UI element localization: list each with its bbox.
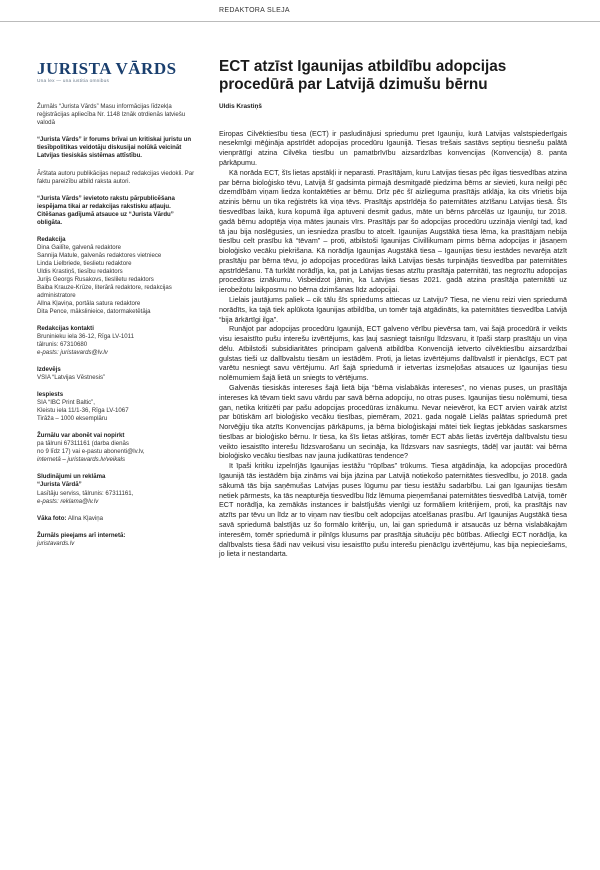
subscribe-block [37,432,197,464]
article-paragraph: Kā norāda ECT, šīs lietas apstākļi ir neparasti. Prasītājam, kuru Latvijas tiesas pēc ilgas tiesvedības atzina par bērna bioloģisko tēvu, Latvijā šī gadsimta pirmajā desmitgadē piedzima bērns ar sievieti, kura neilgi pēc dzemdībām viņam liedza kontaktēties ar bērnu. Drīz pēc šī aizlieguma prasītājs atklāja, ka cits vīrietis bija atzinis bērnu un tika reģistrēts kā viņa tēvs. Prasītājs apstrīdēja šo paternitātes atzīšanu Latvijas tiesā. Šīs tiesvedības laikā, kura kopumā ilga aptuveni desmit gadus, māte un bērns pārcēlās uz Igauniju, tur 2018. gadā bērnu adoptēja viņa mātes jaunais vīrs. Prasītājs par šo adopcijas procedūru uzzināja vienīgi tad, kad tā jau bija noslēgusies, un iesniedza prasību to atcelt. Igaunijas Augstākā tiesa lēma, ka prasītājam nebija tiesību celt prasību kā “tēvam” – proti, atbilstoši Igaunijas Civillikumam pirms bērna adopcijas ir jāsaņem bioloģisko vecāku piekrišana. Kā norādīja Igaunijas Augstākā tiesa – Igaunijas tiesu iestādes nevarēja atzīt prasītāju par bērna tēvu, jo adopcijas procedūras laikā Latvijas tiesās turpinājās tiesvedība par paternitātes apstrīdēšanu. Tā turklāt norādīja, ka, pat ja Latvijas tiesas atzītu prasītāja paternitāti, tas negrozītu adopcijas procedūras iznākumu. Visbeidzot jāmin, ka Latvijas tiesas 2021. gadā atzina prasītāja paternitāti uz ierobežotu laikposmu no bērna dzimšanas līdz adopcijai. [219,167,567,295]
staff-heading: Redakcija [37,235,66,243]
staff-member: Allna Kļaviņa, portāla satura redaktore [37,299,141,307]
journal-logo [37,60,197,85]
printer-block [37,391,197,423]
publisher-name: VSIA “Latvijas Vēstnesis” [37,374,106,382]
section-label: REDAKTORA SLEJA [219,7,290,14]
ads-heading: Sludinājumi un reklāma [37,473,106,481]
staff-member: Linda Lielbriede, tieslietu redaktore [37,259,132,267]
printer-name: SIA “IBC Print Baltic”, [37,399,95,407]
staff-member: Jurijs Georgs Rusakovs, tiesliletu redaktors [37,275,154,283]
registration-info: Žurnāls “Jurista Vārds” Masu informācijas līdzekļa reģistrācijas apliecība Nr. 1148 Iznāk otrdienās latviešu valodā [37,103,186,127]
contact-address: Bruninieku iela 36-12, Rīga LV-1011 [37,333,134,341]
contacts-heading: Redakcijas kontakti [37,325,94,333]
citation-note: “Jurista Vārds” ievietoto rakstu pārpublicēšana iespējama tikai ar redakcijas rakstisku atļauju. Citēšanas gadījumā atsauce uz “Jurista Vārdu” obligāta. [37,194,175,226]
publisher-block [37,366,197,382]
subscribe-link[interactable]: internetā – juristavards.lv/veikals [37,456,126,464]
printer-heading: Iespiests [37,391,64,399]
ads-title: “Jurista Vārdā” [37,481,82,489]
staff-member: Sannija Matule, galvenās redaktores vietniece [37,251,162,259]
logo-tagline: Una lex — una iustitia omnibus [37,79,110,84]
article-paragraph: Galvenās tiesiskās intereses šajā lietā bija “bērna vislabākās intereses”, no vienas puses, un prasītāja intereses kā tēvam tiekt savu vārdu par savā bērna adopciju, no otras puses. Igaunijas tiesu nolēmumi, tiesa gan, netika kritizēti par pašu adopcijas procedūras iznākumu. Nevar neievērot, ka ECT arvien vairāk atzīst par būtiskām arī bioloģisko vecāku tiesības, piemēram, 2021. gada nogalē Lielās palātas spriedumā pret Norvēģiju tika atzīts Konvencijas pārkāpums, ja bērna bioloģiskajai mātei tiek liegtas jebkādas saskarsmes tiesības ar bioloģisko bērnu. Ir tiesa, ka šīs lietas atšķiras, tomēr ECT abās lietās izvērtēja dalībvalstu tiesu veikto iesaistīto interešu līdzsvarošanu un secināja, ka līdzsvars nav sasniegts, tādēļ var jautāt: vai bērna bioloģisko vecāku tiesības nav jauna judikatūras tendence? [219,383,567,461]
online-block [37,532,197,548]
photo-credit-block [37,515,197,523]
article-author: Uldis Krastiņš [219,102,262,110]
print-run: Tirāža – 1000 eksemplāru [37,415,108,423]
publisher-heading: Izdevējs [37,366,61,374]
online-url[interactable]: juristavards.lv [37,539,75,547]
article-paragraph: Runājot par adopcijas procedūru Igaunijā, ECT galveno vērību pievērsa tam, vai šajā procedūrā ir veikts visu iesaistīto pušu interešu izvērtējums, kas ļauj sasniegt taisnīgu līdzsvaru, it īpaši starp prasītāju un viņa dēlu. Atbilstoši subsidiaritātes principam galvenā atbildība Konvencijā ietverto cilvēktiesību aizsardzībai gulstas tieši uz dalībvalstu tiesām un iestādēm. Proti, ja lietas izvērtējums dalībvalstī ir pienācīgs, ECT pat varētu nesniegt savu vērtējumu. Arī šajā spriedumā ir ietvertas izsmeļošas atsauces uz Igaunijas tiesu nolēmumiem šajā lietā un sniegts to vērtējums. [219,324,567,383]
article-paragraph: It īpaši kritiku izpelnījās Igaunijas iestāžu “rūpības” trūkums. Tiesa atgādināja, ka adopcijas procedūrā Igaunijā tās iestādēm bija zināms vai bija jāzina par Latvijā notiekošo paternitātes tiesvedību, jo 2018. gada sākumā tās bija saņēmušas Latvijas puses lūgumu par tiesu iestāžu sadarbību. Lai gan Igaunijas tiesām netiek pārmests, ka tās neapturēja tiesvedību līdz lēmuma pieņemšanai paternitātes tiesvedībā Latvijā, tomēr ECT norādīja, ka zemākās instances ir balstījušās vienīgi uz formāliem kritērijiem, proti, ka prasītājs nav atzīts par tēvu un līdz ar to viņam nav tiesību celt adopcijas atcelšanas prasību. Arī Igaunijas Augstākā tiesa savā spriedumā balstījās uz šo formālo kritēriju, un, lai gan spriedumā ir atsaucās uz bērna vislabākajām interesēm, tomēr spriedumā ir pilnīgs klusums par prasītāja situāciju pēc būtības. Atliecīgi ECT norādīja, ka dalībvalsts tiesa šādi nav veikusi visu iesaistīto pušu interešu pienācīgu izvērtējumu, kas bija nepieciešams, jo lieta ir nestandarta. [219,461,567,559]
ads-email[interactable]: e-pasts: reklama@lv.lv [37,497,99,505]
contacts-block [37,325,197,357]
article-title: ECT atzīst Igaunijas atbildību adopcijas procedūrā par Latvijā dzimušu bērnu [219,58,507,94]
staff-member: Dina Gailīte, galvenā redaktore [37,243,122,251]
contact-phone: tālrunis: 67310680 [37,341,88,349]
printer-address: Kleistu iela 11/1-36, Rīga LV-1067 [37,407,129,415]
forum-note: “Jurista Vārds” ir forums brīvai un kritiskai juristu un tiesībpolitikas veidotāju diskusijai nolūkā veicināt Latvijas tiesiskās sistēmas attīstību. [37,136,192,160]
ads-phone: Lasītāju serviss, tālrunis: 67311161, [37,489,134,497]
photo-credit: Allna Kļaviņa [67,514,104,522]
staff-member: Baiba Krauze-Krūze, literārā redaktore, redakcijas administratore [37,283,172,299]
subscribe-line: pa tālruni 67311161 (darba dienās [37,440,129,448]
article-paragraph: Lielais jautājums paliek – cik tālu šīs spriedums attiecas uz Latviju? Tiesa, ne vienu reizi vien spriedumā norādīts, ka tajā tiek aplūkota Igaunijas atbildība, un tomēr tajā atgādināts, ka paternitātes tiesvedība Latvijā “bija ārkārtīgi ilga”. [219,294,567,324]
photo-label: Vāka foto: [37,514,67,522]
subscribe-line: no 9 līdz 17) vai e-pastu abonenti@lv.lv, [37,448,145,456]
article-body [219,129,567,559]
online-heading: Žurnāls pieejams arī internetā: [37,531,126,539]
article-paragraph: Eiropas Cilvēktiesību tiesa (ECT) ir pasludinājusi spriedumu pret Igauniju, kurā Latvijas valstspiederīgais nesekmīgi mēģināja apstrīdēt adopcijas procedūru Igaunijā. Tiesas trešais sastāvs septiņu tiesnešu palātā vienprātīgi atzina Cilvēka tiesību un pamatbrīvību aizsardzības konvencijas (Konvencija) 8. panta pārkāpumu. [219,128,567,168]
disclaimer: Ārštata autoru publikācijas nepauž redakcijas viedokli. Par faktu pareizību atbild raksta autori. [37,169,195,185]
header-rule [0,21,600,22]
subscribe-heading: Žurnālu var abonēt vai nopirkt [37,432,125,440]
article [219,58,567,559]
staff-member: Uldis Krastiņš, tiesību redaktors [37,267,123,275]
logo-name: JURISTA VĀRDS [37,59,177,78]
masthead-sidebar [37,60,197,557]
staff-member: Dita Pence, mākslinieice, datormaketētāja [37,307,151,315]
staff-block [37,236,197,316]
ads-block [37,473,197,505]
contact-email[interactable]: e-pasts: juristavards@lv.lv [37,349,108,357]
